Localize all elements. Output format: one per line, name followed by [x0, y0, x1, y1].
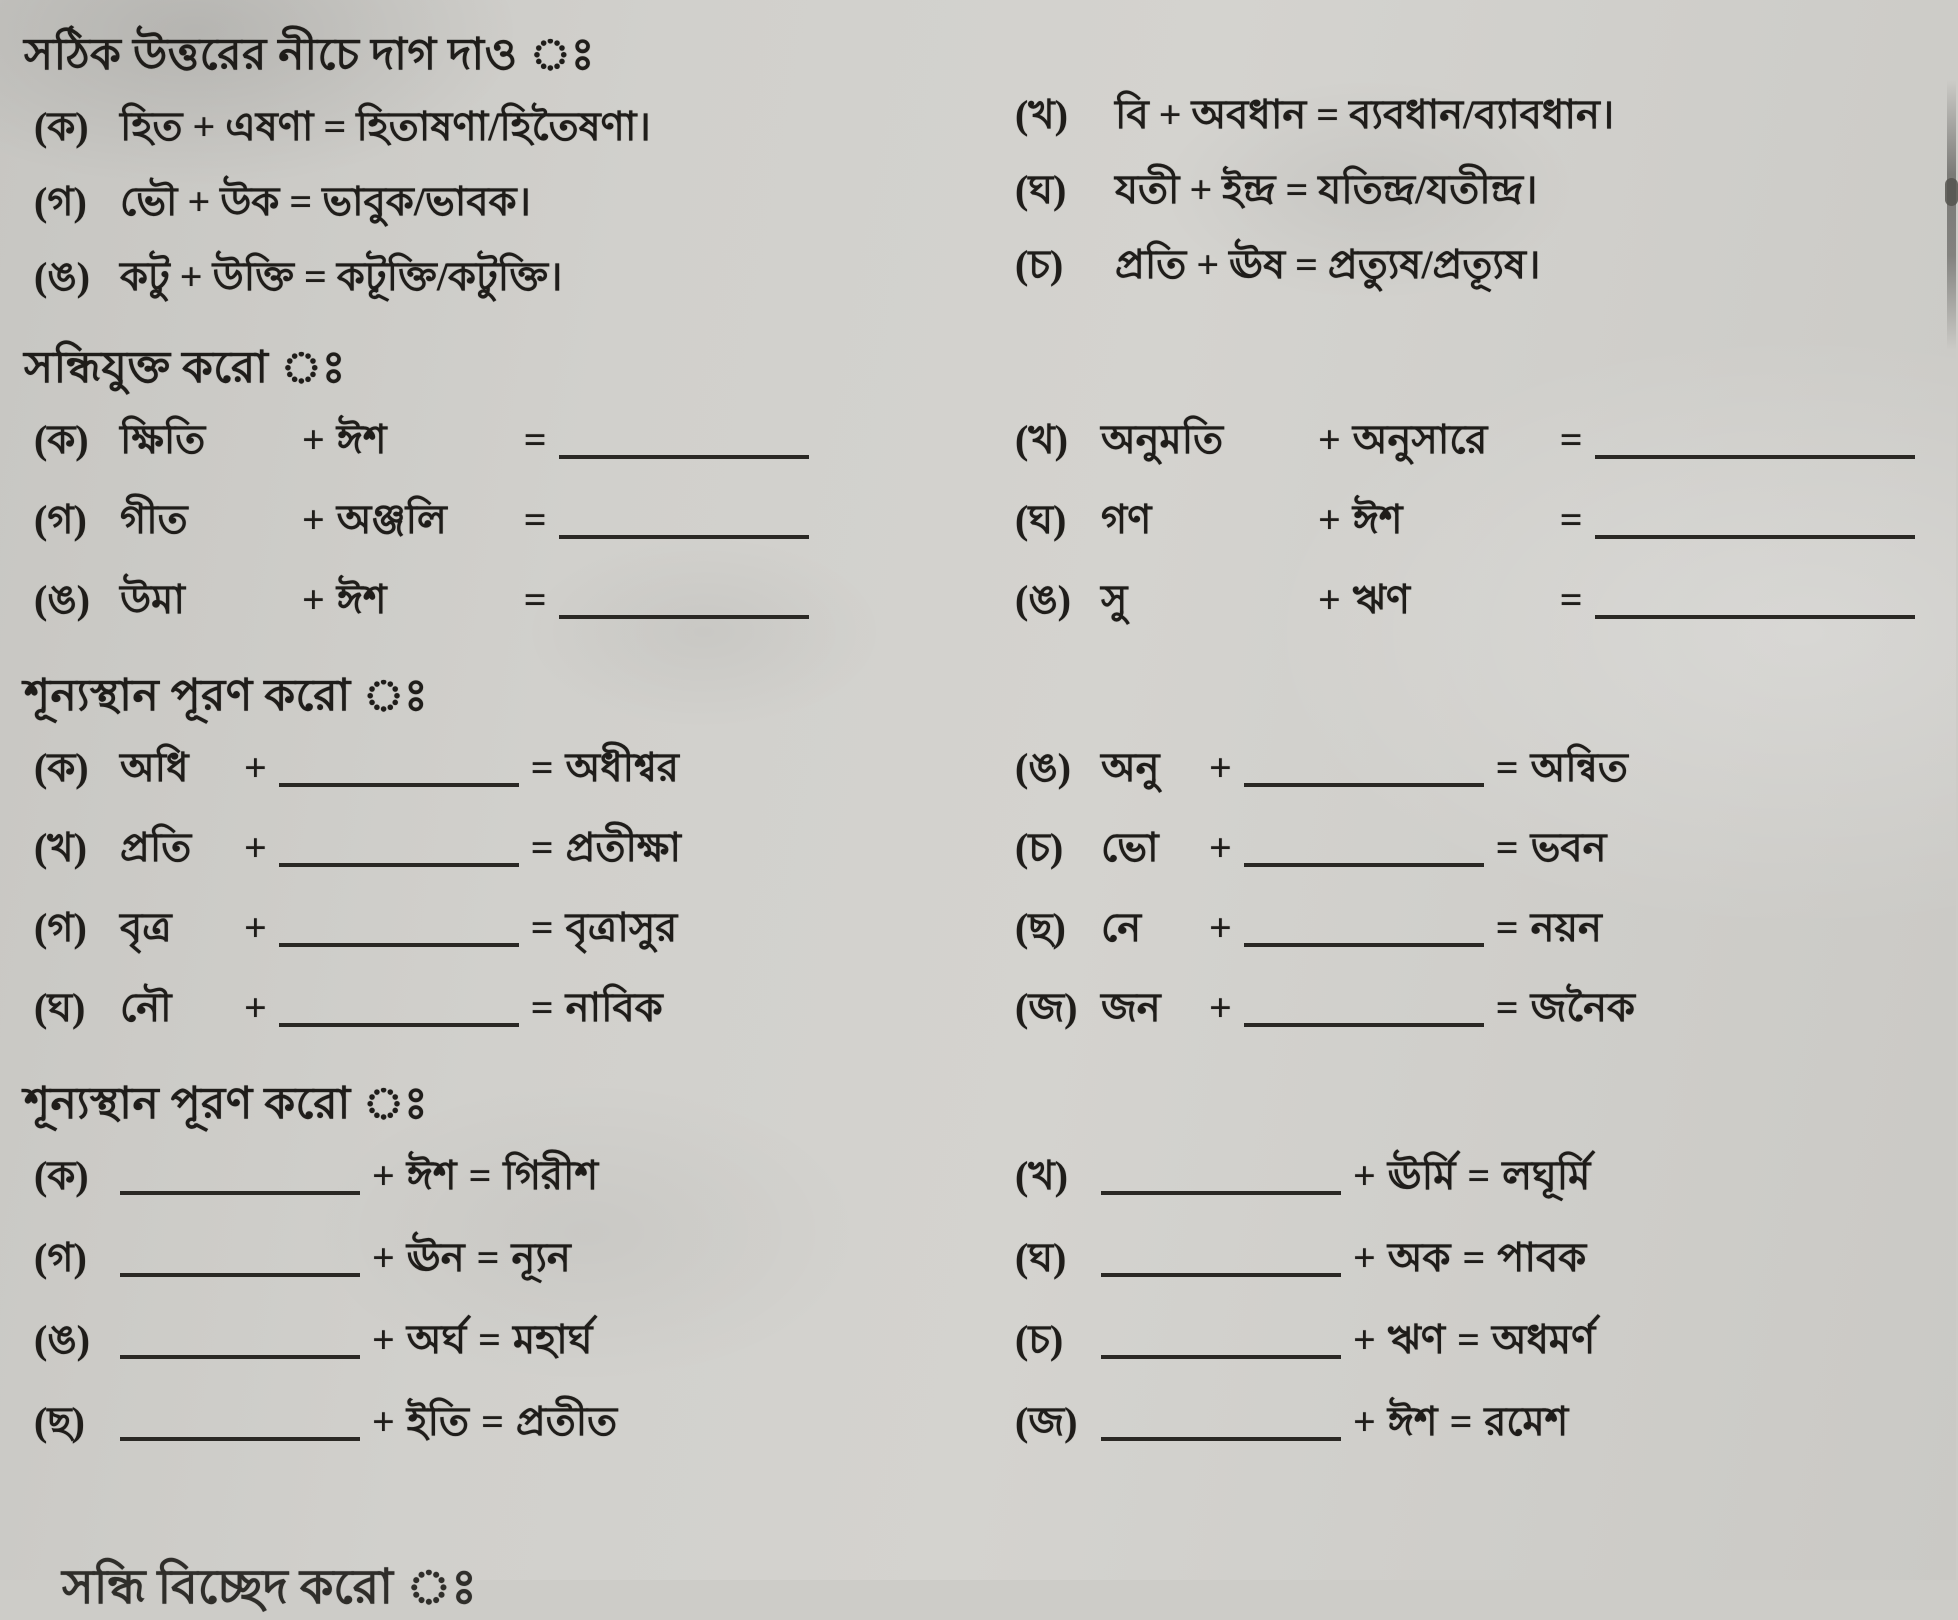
equals-sign: =	[523, 577, 547, 622]
section-heading: সন্ধিযুক্ত করো ঃ	[24, 343, 346, 392]
word-a: ক্ষিতি	[120, 417, 206, 462]
word-b: ঈশ	[336, 577, 387, 622]
two-column-layout	[24, 743, 1946, 1063]
plus-sign: +	[1209, 905, 1232, 950]
word-b: ঋণ	[1352, 577, 1411, 622]
right-column	[1009, 415, 1946, 655]
word-b: ঈশ	[1387, 1399, 1438, 1444]
word-a: নে	[1101, 905, 1142, 950]
left-column	[24, 1151, 1009, 1479]
exercise-item	[1015, 983, 1946, 1033]
word-b: ঈশ	[336, 417, 387, 462]
answer-blank-line	[1595, 429, 1915, 459]
word-b: ঈশ	[406, 1153, 457, 1198]
item-label: (জ)	[1015, 1399, 1078, 1444]
item-label: (ঙ)	[1015, 577, 1071, 622]
item-label: (জ)	[1015, 985, 1078, 1030]
equals-sign: =	[1449, 1399, 1473, 1444]
item-label: (ক)	[34, 1153, 89, 1198]
plus-sign: +	[1209, 985, 1232, 1030]
equals-sign: =	[1495, 905, 1519, 950]
item-label: (গ)	[34, 1235, 87, 1280]
equals-sign: =	[530, 825, 554, 870]
item-label: (খ)	[1015, 417, 1068, 462]
plus-sign: +	[244, 985, 267, 1030]
word-b: ঊন	[406, 1235, 465, 1280]
word-a: জন	[1101, 985, 1161, 1030]
partial-cutoff-line: সন্ধি বিচ্ছেদ করো ঃ	[62, 1561, 477, 1614]
word-a: সু	[1101, 577, 1128, 622]
equals-sign: =	[481, 1399, 504, 1444]
equation-text: বি + অবধান = ব্যবধান/ব্যাবধান।	[1115, 92, 1615, 137]
item-label: (ঘ)	[1015, 497, 1067, 542]
exercise-item	[1015, 1233, 1946, 1283]
equals-sign: =	[530, 905, 554, 950]
plus-sign: +	[372, 1153, 395, 1198]
left-column	[24, 743, 1009, 1063]
word-b: ঈশ	[1352, 497, 1403, 542]
answer-blank-line	[1101, 1329, 1341, 1359]
plus-sign: +	[1318, 497, 1341, 542]
result-word: অধমর্ণ	[1491, 1317, 1596, 1362]
answer-blank-line	[559, 429, 809, 459]
answer-blank-line	[1244, 837, 1484, 867]
item-label: (ঙ)	[34, 254, 90, 299]
plus-sign: +	[244, 745, 267, 790]
plus-sign: +	[302, 417, 325, 462]
exercise-item	[34, 903, 1009, 953]
answer-blank-line	[1244, 917, 1484, 947]
item-label: (চ)	[1015, 1317, 1064, 1362]
plus-sign: +	[372, 1399, 395, 1444]
word-b: ইতি	[406, 1399, 470, 1444]
equals-sign: =	[1467, 1153, 1491, 1198]
answer-blank-line	[279, 917, 519, 947]
answer-blank-line	[1244, 997, 1484, 1027]
result-word: লঘূর্মি	[1502, 1153, 1591, 1198]
exercise-item	[1015, 823, 1946, 873]
word-b: অনুসারে	[1352, 417, 1488, 462]
exercise-item	[34, 102, 1009, 152]
equals-sign: =	[1462, 1235, 1486, 1280]
answer-blank-line	[1101, 1411, 1341, 1441]
result-word: মহার্ঘ	[512, 1317, 593, 1362]
answer-blank-line	[120, 1247, 360, 1277]
plus-sign: +	[1209, 825, 1232, 870]
equals-sign: =	[1495, 745, 1519, 790]
word-a: বৃত্র	[120, 905, 172, 950]
exercise-item	[34, 415, 1009, 465]
exercise-item	[1015, 240, 1946, 290]
equals-sign: =	[468, 1153, 492, 1198]
item-label: (ছ)	[1015, 905, 1066, 950]
item-label: (খ)	[1015, 1153, 1068, 1198]
exercise-item	[34, 1233, 1009, 1283]
right-column	[1009, 92, 1946, 327]
result-word: প্রতীত	[515, 1399, 618, 1444]
item-label: (ক)	[34, 417, 89, 462]
equals-sign: =	[530, 745, 554, 790]
result-word: গিরীশ	[503, 1153, 599, 1198]
right-column	[1009, 743, 1946, 1063]
answer-blank-line	[120, 1411, 360, 1441]
exercise-item	[34, 1151, 1009, 1201]
result-word: ভবন	[1530, 825, 1607, 870]
item-label: (চ)	[1015, 242, 1064, 287]
section-fill-blank-first	[24, 1075, 1946, 1479]
word-b: অর্ঘ	[406, 1317, 467, 1362]
item-label: (খ)	[34, 825, 87, 870]
section-fill-blank-middle	[24, 667, 1946, 1063]
two-column-layout	[24, 415, 1946, 655]
left-column	[24, 415, 1009, 655]
plus-sign: +	[1353, 1153, 1376, 1198]
exercise-item	[1015, 495, 1946, 545]
item-label: (ঙ)	[34, 577, 90, 622]
exercise-item	[1015, 165, 1946, 215]
answer-blank-line	[279, 757, 519, 787]
exercise-item	[34, 495, 1009, 545]
plus-sign: +	[302, 577, 325, 622]
equals-sign: =	[476, 1235, 500, 1280]
answer-blank-line	[1595, 509, 1915, 539]
plus-sign: +	[1318, 577, 1341, 622]
two-column-layout	[24, 1151, 1946, 1479]
plus-sign: +	[1209, 745, 1232, 790]
equation-text: প্রতি + ঊষ = প্রত্যুষ/প্রত্যূষ।	[1115, 242, 1541, 287]
word-b: অঞ্জলি	[336, 497, 447, 542]
item-label: (গ)	[34, 497, 87, 542]
exercise-item	[34, 983, 1009, 1033]
equation-text: ভৌ + উক = ভাবুক/ভাবক।	[120, 179, 531, 224]
equals-sign: =	[523, 497, 547, 542]
result-word: অধীশ্বর	[565, 745, 679, 790]
plus-sign: +	[244, 825, 267, 870]
item-label: (চ)	[1015, 825, 1064, 870]
result-word: রমেশ	[1484, 1399, 1569, 1444]
section-heading: শূন্যস্থান পূরণ করো ঃ	[24, 1079, 429, 1128]
section-join-sandhi	[24, 339, 1946, 655]
equals-sign: =	[1559, 497, 1583, 542]
word-a: গীত	[120, 497, 188, 542]
equation-text: কটু + উক্তি = কটূক্তি/কটুক্তি।	[120, 254, 563, 299]
equals-sign: =	[1559, 577, 1583, 622]
result-word: বৃত্রাসুর	[565, 905, 678, 950]
equation-text: হিত + এষণা = হিতাষণা/হিতৈষণা।	[120, 104, 651, 149]
equals-sign: =	[523, 417, 547, 462]
item-label: (ক)	[34, 745, 89, 790]
exercise-item	[34, 1315, 1009, 1365]
section-heading: সঠিক উত্তরের নীচে দাগ দাও ঃ	[24, 30, 595, 79]
equals-sign: =	[1495, 825, 1519, 870]
exercise-item	[1015, 1151, 1946, 1201]
result-word: অন্বিত	[1530, 745, 1628, 790]
equals-sign: =	[1559, 417, 1583, 462]
item-label: (ঙ)	[1015, 745, 1071, 790]
exercise-item	[34, 252, 1009, 302]
plus-sign: +	[1353, 1235, 1376, 1280]
plus-sign: +	[372, 1235, 395, 1280]
equals-sign: =	[1457, 1317, 1480, 1362]
answer-blank-line	[1595, 589, 1915, 619]
word-b: অক	[1387, 1235, 1451, 1280]
exercise-item	[1015, 90, 1946, 140]
answer-blank-line	[120, 1165, 360, 1195]
word-a: প্রতি	[120, 825, 192, 870]
item-label: (খ)	[1015, 92, 1068, 137]
exercise-item	[1015, 903, 1946, 953]
plus-sign: +	[1318, 417, 1341, 462]
word-b: ঊর্মি	[1387, 1153, 1456, 1198]
item-label: (গ)	[34, 179, 87, 224]
exercise-item	[1015, 575, 1946, 625]
answer-blank-line	[279, 997, 519, 1027]
result-word: নয়ন	[1530, 905, 1602, 950]
plus-sign: +	[244, 905, 267, 950]
page-edge-mark	[1945, 178, 1958, 206]
section-underline-correct	[24, 26, 1946, 327]
item-label: (ঘ)	[34, 985, 86, 1030]
word-a: ভো	[1101, 825, 1159, 870]
section-heading: শূন্যস্থান পূরণ করো ঃ	[24, 671, 429, 720]
plus-sign: +	[1353, 1399, 1376, 1444]
left-column	[24, 102, 1009, 327]
exercise-item	[34, 177, 1009, 227]
equals-sign: =	[478, 1317, 501, 1362]
word-b: ঋণ	[1387, 1317, 1446, 1362]
word-a: নৌ	[120, 985, 172, 1030]
exercise-item	[34, 1397, 1009, 1447]
exercise-item	[1015, 1397, 1946, 1447]
answer-blank-line	[559, 589, 809, 619]
exercise-item	[34, 743, 1009, 793]
plus-sign: +	[1353, 1317, 1376, 1362]
result-word: ন্যূন	[511, 1235, 571, 1280]
two-column-layout	[24, 92, 1946, 327]
item-label: (ঘ)	[1015, 167, 1067, 212]
result-word: জনৈক	[1530, 985, 1636, 1030]
word-a: অধি	[120, 745, 189, 790]
plus-sign: +	[302, 497, 325, 542]
word-a: অনুমতি	[1101, 417, 1224, 462]
answer-blank-line	[1244, 757, 1484, 787]
answer-blank-line	[279, 837, 519, 867]
word-a: গণ	[1101, 497, 1152, 542]
item-label: (ঙ)	[34, 1317, 90, 1362]
right-column	[1009, 1151, 1946, 1479]
page-edge-shadow	[1947, 80, 1956, 350]
equals-sign: =	[1495, 985, 1519, 1030]
exercise-item	[34, 575, 1009, 625]
exercise-item	[1015, 743, 1946, 793]
answer-blank-line	[559, 509, 809, 539]
answer-blank-line	[120, 1329, 360, 1359]
equals-sign: =	[530, 985, 554, 1030]
equation-text: যতী + ইন্দ্র = যতিন্দ্র/যতীন্দ্র।	[1115, 167, 1538, 212]
word-a: অনু	[1101, 745, 1160, 790]
result-word: নাবিক	[565, 985, 663, 1030]
item-label: (ঘ)	[1015, 1235, 1067, 1280]
answer-blank-line	[1101, 1165, 1341, 1195]
exercise-item	[1015, 415, 1946, 465]
item-label: (ছ)	[34, 1399, 85, 1444]
result-word: প্রতীক্ষা	[565, 825, 681, 870]
answer-blank-line	[1101, 1247, 1341, 1277]
result-word: পাবক	[1497, 1235, 1587, 1280]
item-label: (গ)	[34, 905, 87, 950]
exercise-item	[34, 823, 1009, 873]
exercise-item	[1015, 1315, 1946, 1365]
plus-sign: +	[372, 1317, 395, 1362]
item-label: (ক)	[34, 104, 89, 149]
word-a: উমা	[120, 577, 185, 622]
